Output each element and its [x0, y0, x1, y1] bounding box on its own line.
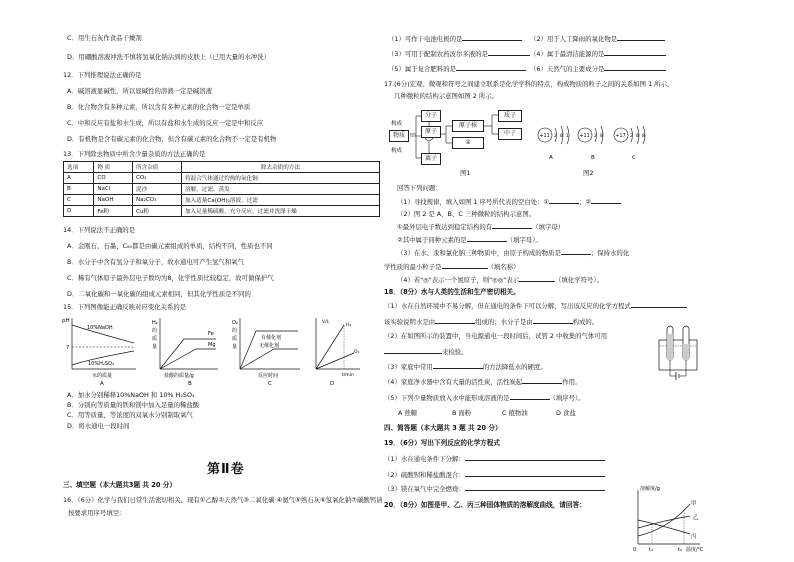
curve-y-label: 溶解度/g [640, 486, 660, 492]
figure1-box-molecule: 分子 [421, 110, 441, 122]
graph-b-y-label: 量 [152, 344, 158, 350]
q18-part1-text2: 该实验说明水是由 [384, 318, 436, 326]
electrolysis-apparatus [654, 320, 706, 382]
atom-a-electrons: 2 [554, 134, 557, 139]
q15-option-c: C．用等质量、等浓度的双氧水分别制取氧气 [67, 411, 193, 419]
answer-blank[interactable] [631, 301, 687, 308]
q16-part1-text: （1）可作干电池电极的是 [388, 35, 463, 43]
answer-blank[interactable] [519, 275, 555, 282]
graph-d-h2-label: H₂ [346, 323, 352, 328]
answer-blank[interactable] [510, 393, 550, 400]
section4-heading: 四、简答题（本大题共 3 题 共 20 分） [384, 424, 502, 432]
figure1-constitute-label: 构成 [391, 148, 403, 154]
table-row [64, 206, 380, 217]
q16-part4-text: （4）属于最清洁能源的是 [530, 50, 605, 58]
graph-a-bottom-label: 10%H₂SO₄ [88, 361, 114, 367]
section-title: 第Ⅱ卷 [207, 462, 245, 477]
answer-blank[interactable] [604, 49, 666, 56]
q14-option-c: C．稀有气体原子最外层电子数均为8，化学性质比较稳定，故可做保护气 [67, 274, 274, 282]
q11-option-c: C．用生石灰作食品干燥剂 [67, 34, 142, 42]
figure1-caption: 图1 [460, 169, 471, 177]
q16-part4 [530, 49, 666, 58]
table-header-cell: 物 质 [94, 162, 133, 173]
table-header-cell: 除去杂质的方法 [181, 162, 379, 173]
q18-part5 [384, 393, 585, 402]
atom-c-letter: C [632, 155, 636, 161]
q16-part6 [530, 64, 666, 73]
q17-part2: （2）图 2 是 A、B、C 三种微粒的结构示意图。 [397, 210, 536, 218]
atom-b [578, 126, 603, 161]
q12-option-a: A．碱溶液显碱性，所以显碱性的溶液一定是碱溶液 [67, 87, 212, 95]
table-cell: D [64, 206, 94, 217]
q17-part2a-text: ①最外层电子数达到稳定结构的有 [397, 223, 493, 231]
q17-part4-text: （4）若"◎"表示一个氮原子，则"◎◎"表示 [397, 276, 520, 284]
q17-part1-text: （1）寻找规律，填入如图 1 序号所代表的空白处：① [397, 198, 550, 206]
q14-option-a: A．金刚石、石墨、C₆₀都是由碳元素组成的单质，结构不同，性质也不同 [67, 242, 273, 250]
atom-b-electrons: 8 [600, 134, 603, 139]
curve-yi-label: 乙 [693, 515, 699, 521]
table-cell: A [64, 173, 94, 184]
answer-blank[interactable] [561, 248, 591, 255]
q18-part5-hint: （填序号）。 [549, 394, 585, 402]
answer-blank[interactable] [549, 197, 579, 204]
q16-part5 [388, 64, 526, 73]
graph-c-no-catalyst-label: 无催化剂 [259, 343, 280, 349]
table-cell: Cu粉 [133, 206, 182, 217]
curve-bing-label: 丙 [691, 534, 697, 540]
graph-c-letter: C [268, 381, 272, 387]
atom-b-electrons: 2 [594, 134, 597, 139]
table-cell: CO₂ [133, 173, 182, 184]
answer-blank[interactable] [467, 235, 507, 242]
graph-b-x-label: 盐酸的质量/g [164, 373, 194, 379]
q18-part4-text: （4）家庭净水器中含有大量的活性炭，活性炭起 [384, 378, 523, 386]
table-row [64, 195, 380, 206]
figure1-box-atom: 原子 [421, 126, 441, 138]
graph-d-x-label: t/min [342, 373, 354, 378]
table-cell: 加入适量Ca(OH)₂溶液、过滤 [181, 195, 379, 206]
graph-c-catalyst-label: 有催化剂 [261, 335, 282, 341]
q18-part3 [384, 362, 547, 371]
q17-part3-cont [384, 262, 519, 271]
atom-c-electrons: 8 [636, 134, 639, 139]
q19-stem: 19．（6分）写出下列反应的化学方程式 [384, 439, 500, 447]
figure1-box-proton: 质子 [498, 110, 522, 122]
q18-part1-text: （1）水在自然环境中不易分解，但在通电的条件下可以分解，写出该反应的化学方程式 [384, 302, 631, 310]
answer-blank[interactable] [442, 262, 488, 269]
graph-c-y-label: 量 [232, 344, 238, 350]
atom-c-core: +17 [615, 134, 626, 139]
table-cell: NaCl [94, 184, 133, 195]
atom-c-electrons: 2 [630, 134, 633, 139]
q17-part2a-hint: （填字母） [532, 223, 565, 231]
q19-part1-text: （1）水在通电条件下分解： [384, 455, 465, 463]
q19-part1 [384, 454, 605, 463]
atom-a-letter: A [549, 155, 553, 161]
table-cell: Na₂CO₃ [133, 195, 182, 206]
q15-graphs [60, 313, 380, 387]
atom-c-electrons: 8 [642, 134, 645, 139]
q12-option-b: B．化合物含有多种元素，所以含有多种元素的化合物一定是单质 [67, 103, 251, 111]
answer-blank[interactable] [617, 34, 665, 41]
graph-a [62, 318, 136, 387]
answer-blank[interactable] [604, 64, 666, 71]
answer-blank[interactable] [465, 454, 605, 461]
table-header-row [64, 162, 380, 173]
solubility-curve [628, 484, 718, 554]
q17-stem-line2: 几种微粒的结构示意图如图 2 所示。 [394, 92, 498, 100]
q19-part2-text: （2）硫酸钡和稀盐酸混合： [384, 471, 465, 479]
q16-stem-line1: 16．（6分）化学与我们日常生活密切相关。现有①乙醇②天然气③二氧化碳 ④氦气⑤熟石灰⑥氢氧化钠⑦碳酸钙请 [63, 496, 383, 504]
answer-prompt: 回答下列问题： [397, 184, 442, 192]
graph-b-y-label: 质 [152, 336, 158, 342]
q17-part1-sep: ；② [579, 198, 592, 206]
figure1-constitute-label: 构成 [391, 121, 403, 127]
table-header-cell: 选项 [64, 162, 94, 173]
q11-option-d: D．用硼酸溶液冲洗不慎将氢氧化钠沾到的皮肤上（已用大量的水冲洗） [67, 53, 271, 61]
q17-part2b-hint: （填字母）。 [506, 236, 542, 244]
q18-part5-text: （5）下列少量物质放入水中能形成溶液的是 [384, 394, 510, 402]
q17-part3-text2: ；保持水的化 [590, 249, 630, 257]
answer-blank[interactable] [433, 362, 483, 369]
q16-part5-text: （5）属于复合肥料的是 [388, 65, 456, 73]
table-cell: Fe粉 [94, 206, 133, 217]
answer-blank[interactable] [384, 347, 442, 354]
graph-d-y-label: V/L [322, 320, 330, 325]
q14-option-b: B．水分子中含有氢分子和氧分子，故水通电可产生氢气和氧气 [67, 258, 244, 266]
q18-option-a: A 蔗糖 [398, 409, 418, 417]
q19-part3 [384, 484, 605, 493]
q12-option-c: C．中和反应有盐和水生成，所以有盐和水生成的反应一定是中和反应 [67, 119, 264, 127]
atom-a-core: +11 [539, 134, 550, 139]
graph-d [316, 318, 360, 387]
q18-stem: 18．（8分）水与人类的生活和生产密切相关。 [384, 288, 520, 296]
q18-option-c: C 植物油 [502, 409, 528, 417]
q17-part2a [397, 222, 564, 231]
atom-b-letter: B [591, 155, 595, 161]
q17-part2b [397, 235, 542, 244]
table-cell: B [64, 184, 94, 195]
atom-a [538, 126, 569, 161]
graph-b-y-label: 的 [152, 328, 158, 334]
graph-b-fe-label: Fe [208, 331, 214, 337]
figure1-box-neutron: 中子 [498, 128, 522, 140]
table-cell: 加入足量稀硫酸，充分反应，过滤并洗涤干燥 [181, 206, 379, 217]
graph-a-y-label: pH [62, 318, 70, 324]
graph-a-seven-label: 7 [66, 345, 70, 351]
answer-blank[interactable] [533, 317, 573, 324]
graph-b-mg-label: Mg [208, 342, 216, 348]
q17-part4-hint: （填化学符号）。 [555, 276, 603, 284]
answer-blank[interactable] [591, 197, 621, 204]
q18-part4-text2: 作用。 [562, 378, 582, 386]
q12-stem: 12．下列推理说法正确的是 [63, 71, 142, 79]
table-cell: CO [94, 173, 133, 184]
answer-blank[interactable] [522, 377, 562, 384]
graph-c-y-label: 的 [232, 328, 238, 334]
q18-part3-text2: 的方法降低水的硬度。 [482, 363, 547, 371]
graph-c-y-label: 质 [232, 336, 238, 342]
q16-part2-text: （2）用于人工降雨的氧化物是 [530, 35, 618, 43]
answer-blank[interactable] [465, 470, 605, 477]
graph-b-letter: B [188, 381, 192, 387]
figure1-box-ion: 离子 [421, 153, 441, 165]
table-header-cell: 所含杂质 [133, 162, 182, 173]
q18-option-d: D 食盐 [556, 409, 576, 417]
q17-part4 [397, 275, 603, 284]
q16-part2 [530, 34, 665, 43]
answer-blank[interactable] [488, 49, 530, 56]
q16-part3 [388, 49, 530, 58]
figure1-box-blank-2: ② [452, 137, 484, 149]
q12-option-d: D．有机物是含有碳元素的化合物，但含有碳元素的化合物不一定是有机物 [67, 135, 277, 143]
q16-part6-text: （6）天然气的主要成分是 [530, 65, 605, 73]
table-cell: C [64, 195, 94, 206]
figure2-diagram [535, 115, 655, 165]
answer-blank[interactable] [465, 484, 605, 491]
graph-c [232, 318, 300, 387]
q15-option-d: D．将水通电一段时间 [67, 422, 130, 430]
q17-part3-text: （3）在水、汞和氯化钠三种物质中，由原子构成的物质是 [397, 249, 561, 257]
q19-part2 [384, 470, 605, 479]
graph-a-x-label: 水的质量 [92, 373, 113, 379]
table-cell: 泥沙 [133, 184, 182, 195]
figure1-box-substance: 物质 [389, 130, 409, 142]
figure1-box-nucleus: 原子核 [452, 120, 484, 132]
table-cell: 溶解、过滤、蒸发 [181, 184, 379, 195]
q18-option-b: B 面粉 [452, 409, 472, 417]
graph-b [152, 318, 218, 387]
graph-a-letter: A [100, 381, 104, 387]
graph-b-y-label: H₂ [152, 320, 158, 326]
q18-part1-text3: 组成的；水分子是由 [475, 318, 533, 326]
curve-jia-label: 甲 [691, 501, 697, 507]
figure2-caption: 图2 [583, 169, 594, 177]
q18-part1-text4: 构成的。 [572, 318, 599, 326]
q16-part3-text: （3）可用于配制农药波尔多液的是 [388, 50, 488, 58]
atom-a-electrons: 1 [566, 134, 569, 139]
q20-stem: 20．（8分）如图是甲、乙、丙三种固体物质的溶解度曲线，请回答： [384, 501, 586, 509]
q18-part1 [384, 301, 687, 310]
answer-blank[interactable] [492, 222, 532, 229]
graph-d-letter: D [330, 381, 335, 387]
q16-stem-line2: 按要求用序号填空： [68, 509, 126, 517]
curve-t2-label: t₂ [678, 547, 682, 553]
q17-part3 [397, 248, 629, 257]
q18-part2: （2）在如图所示的装置中，当电源通电一段时间后，试管 2 中收集的气体可用 [384, 332, 608, 340]
curve-origin-label: 0 [633, 547, 637, 553]
atom-a-electrons: 8 [560, 134, 563, 139]
q19-part3-text: （3）镁在氧气中完全燃烧： [384, 485, 465, 493]
curve-x-label: 温度/℃ [686, 547, 704, 553]
atom-b-core: +11 [579, 134, 590, 139]
q17-stem-line1: 17.(6分)宏观、微观和符号之间建立联系是化学学科的特点，构成物质的粒子之间的关系如图 1 所示， [384, 80, 674, 88]
q13-stem: 13．下列除去物质中所含少量杂质的方法正确的是 [63, 150, 206, 158]
q14-option-d: D．二氧化碳和一氧化碳的组成元素相同，但其化学性质是不同的 [67, 290, 251, 298]
table-cell: 将混合气体通过灼热的氧化铜 [181, 173, 379, 184]
answer-blank[interactable] [456, 64, 526, 71]
section3-heading: 三、填空题（本大题共3题 共 20 分） [63, 481, 176, 489]
impurity-table [63, 161, 380, 217]
answer-blank[interactable] [435, 317, 475, 324]
q18-part4 [384, 377, 581, 386]
graph-c-y-label: O₂ [232, 320, 238, 326]
table-cell: NaOH [94, 195, 133, 206]
graph-a-top-label: 10%NaOH [87, 325, 113, 331]
q17-part3-hint: （填名称） [487, 263, 520, 271]
q18-part3-text: （3）家庭中常用 [384, 363, 433, 371]
curve-t1-label: t₁ [649, 547, 653, 553]
q15-stem: 15．下列图像能正确反映对应变化关系的是 [63, 303, 187, 311]
q17-part2b-text: ②其中属于同种元素的是 [397, 236, 467, 244]
table-row [64, 184, 380, 195]
q17-part3-text3: 学性质的最小粒子是 [384, 263, 442, 271]
graph-c-x-label: 反应时间 [258, 373, 279, 379]
atom-c [614, 126, 645, 161]
q18-part2-cont [384, 347, 468, 356]
q15-option-b: B．分别向等质量的铁和镁中加入足量的稀盐酸 [67, 401, 200, 409]
table-row [64, 173, 380, 184]
q15-option-a: A．加水分别稀释10%NaOH 和 10% H₂SO₄ [67, 391, 195, 399]
q14-stem: 14．下列说法不正确的是 [63, 226, 136, 234]
graph-d-o2-label: O₂ [354, 350, 360, 355]
q16-part1 [388, 34, 522, 43]
q17-part1 [397, 197, 621, 206]
answer-blank[interactable] [462, 34, 522, 41]
q18-part2-text2: 来检验。 [442, 348, 468, 356]
q18-part1-cont [384, 317, 598, 326]
